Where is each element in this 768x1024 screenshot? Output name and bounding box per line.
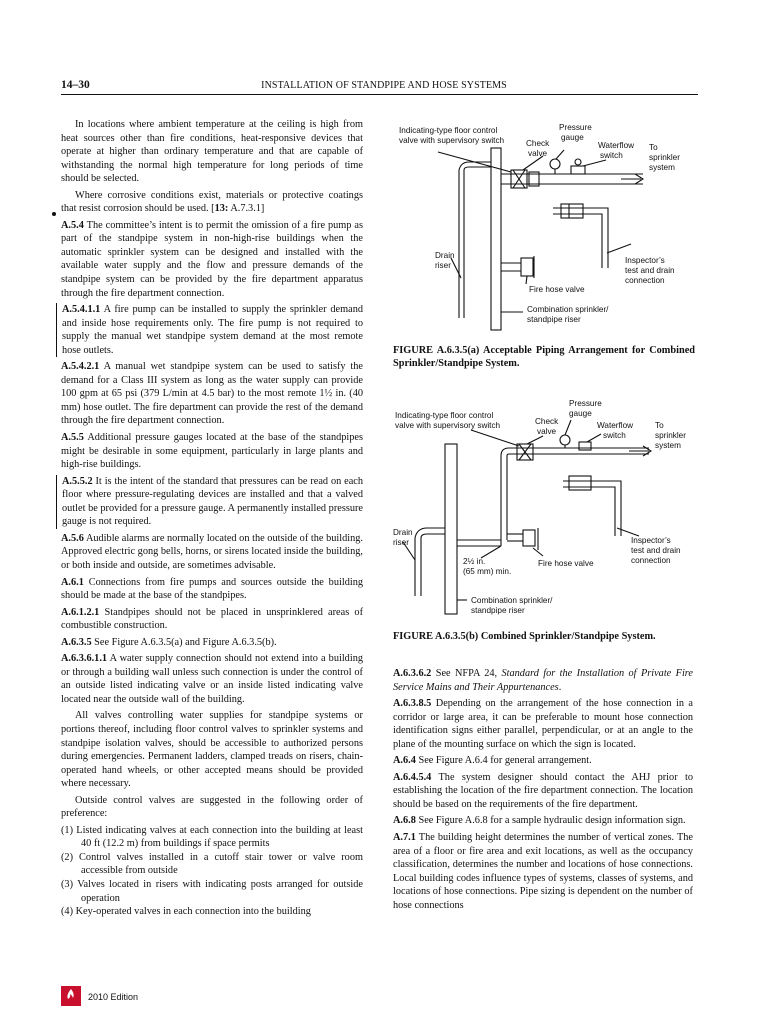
label-pressure: Pressure [559,123,592,132]
section-a6121: A.6.1.2.1 Standpipes should not be placed in unsprinklered areas of combustible construction. [61,606,363,632]
label-pressure: Pressure [569,399,602,408]
piping-diagram-b [393,396,695,622]
label-waterflow: Waterflow [597,421,634,430]
label-waterflow: Waterflow [598,141,635,150]
label-indicating: Indicating-type floor control [399,126,498,135]
edition-label: 2010 Edition [88,992,139,1002]
list-item: (4) Key-operated valves in each connection into the building [61,906,311,918]
figure-caption-a: FIGURE A.6.3.5(a) Acceptable Piping Arrangement for Combined Sprinkler/Standpipe System. [393,345,695,369]
section-a56: A.5.6 Audible alarms are normally located on the outside of the building. Approved electric gong bells, horns, or sirens located inside the building, or both inside and outside, are sometimes advisable. [61,532,363,571]
label-drain-2: riser [393,538,409,547]
label-inspector: Inspector’s [631,536,671,545]
list-item: (3) Valves located in risers with indicating posts arranged for outside operation [61,878,363,904]
section-a635: A.6.3.5 See Figure A.6.3.5(a) and Figure A.6.3.5(b). [61,636,277,648]
label-waterflow-2: switch [600,151,623,160]
label-combo-2: standpipe riser [527,315,581,324]
label-pressure-2: gauge [561,133,584,142]
label-to-2: sprinkler [649,153,680,162]
section-a6385: A.6.3.8.5 Depending on the arrangement of the hose connection in a corridor or large area, it can be preferable to mount hose connection identification signs either parallel, perpendicular, or at an angle to the plane of the mounting surface on which the sign is located. [393,698,693,750]
label-pipe-size: 2½ in. [463,557,486,566]
label-inspector-3: connection [631,556,671,565]
header-rule [61,94,698,95]
label-hose-valve: Fire hose valve [538,559,594,568]
label-inspector: Inspector’s [625,256,665,265]
label-check: Check [526,139,550,148]
label-drain: Drain [435,251,455,260]
preference-list [61,824,363,919]
section-a6362: A.6.3.6.2 See NFPA 24, Standard for the Installation of Private Fire Service Mains and Their Appurtenances. [393,668,693,693]
label-to: To [655,421,664,430]
paragraph: In locations where ambient temperature at the ceiling is high from heat sources other than fire conditions, heat-responsive devices that operate at higher than ordinary temperature and that are capable of withstanding the normal high temperature for long periods of time should be selected. [61,119,363,185]
left-column [61,118,363,922]
label-combo: Combination sprinkler/ [527,305,609,314]
list-item: (2) Control valves installed in a cutoff stair tower or valve room accessible from outside [61,851,363,877]
label-indicating: Indicating-type floor control [395,411,494,420]
label-drain: Drain [393,528,413,537]
section-a61: A.6.1 Connections from fire pumps and sources outside the building should be made at the base of the standpipes. [61,576,363,602]
label-pipe-size-2: (65 mm) min. [463,567,512,576]
label-hose-valve: Fire hose valve [529,285,585,294]
label-inspector-2: test and drain [631,546,681,555]
piping-diagram-a [393,118,695,338]
section-a55: A.5.5 Additional pressure gauges located at the base of the standpipes might be desirable in some equipment, particularly in large plants and high-rise buildings. [61,432,363,471]
section-a63611: A.6.3.6.1.1 A water supply connection should not extend into a building or through a building wall unless such connection is under the control of an outside listed indicating valve or an inside listed indicating valve located near the outside wall of the building. [61,653,363,705]
label-combo: Combination sprinkler/ [471,596,553,605]
figure-a635b [393,396,695,643]
margin-dot [52,212,56,216]
list-item: (1) Listed indicating valves at each connection into the building at least 40 ft (12.2 m) from buildings if space permits [61,824,363,850]
label-to-2: sprinkler [655,431,686,440]
figure-a635a [393,118,695,370]
label-inspector-3: connection [625,276,665,285]
section-a54: A.5.4 The committee’s intent is to permit the omission of a fire pump as part of the standpipe system in non-high-rise buildings when the automatic sprinkler system can be designed and installed with the available water supply and the flow and pressure demands of the standpipe system can be provided by the fire department apparatus through the fire department connection. [61,219,363,299]
label-indicating-2: valve with supervisory switch [395,421,501,430]
running-header: INSTALLATION OF STANDPIPE AND HOSE SYSTEMS [261,80,507,91]
section-a68: A.6.8 See Figure A.6.8 for a sample hydraulic design information sign. [393,815,686,827]
right-column [393,667,693,915]
section-a552: A.5.5.2 It is the intent of the standard that pressures can be read on each floor where pressure-regulating devices are installed and that a valved outlet be provided for a pressure gauge. A permanently installed pressure gauge is not required. [56,475,363,529]
paragraph: All valves controlling water supplies for standpipe systems or portions thereof, including floor control valves to sprinkler systems and standpipe isolation valves, should be accessible to authorized persons during emergencies. Permanent ladders, clamped treads on risers, chain-operated hand wheels, or other accepted means should be provided where necessary. [61,710,363,790]
label-check-2: valve [537,427,557,436]
section-a5411: A.5.4.1.1 A fire pump can be installed to supply the sprinkler demand and inside hose requirements only. The fire pump is not required to supply the manual wet standpipe system demand at the most remote hose outlets. [56,303,363,357]
nfpa-logo-icon [61,986,81,1006]
label-to-3: system [655,441,681,450]
section-a71: A.7.1 The building height determines the number of vertical zones. The area of a floor or fire area and exit locations, as well as the occupancy classification, determines the number and locations of hose connections. Local building codes influence types of systems, classes of systems, and locations of hose connections. Pipe sizing is dependent on the number of hose connections [393,832,693,911]
page-number: 14–30 [61,79,90,91]
section-a64: A.6.4 See Figure A.6.4 for general arrangement. [393,755,592,767]
label-inspector-2: test and drain [625,266,675,275]
label-to-3: system [649,163,675,172]
label-check: Check [535,417,559,426]
label-indicating-2: valve with supervisory switch [399,136,505,145]
label-waterflow-2: switch [603,431,626,440]
paragraph: Outside control valves are suggested in the following order of preference: [61,794,363,820]
section-a5421: A.5.4.2.1 A manual wet standpipe system can be used to satisfy the demand for a Class III system as long as the water supply can provide 100 gpm at 65 psi (379 L/min at 4.5 bar) to the most remote 1½ in. (40 mm) hose outlet. The fire department can provide the rest of the demand through the fire department connection. [61,361,363,427]
label-drain-2: riser [435,261,451,270]
figure-caption-b: FIGURE A.6.3.5(b) Combined Sprinkler/Standpipe System. [393,631,656,642]
paragraph: Where corrosive conditions exist, materials or protective coatings that resist corrosion should be used. [13: A.7.3.1] [61,189,363,215]
label-combo-2: standpipe riser [471,606,525,615]
section-a6454: A.6.4.5.4 The system designer should contact the AHJ prior to establishing the location of the fire department connection. The location should be based on the requirements of the fire department. [393,771,693,810]
label-check-2: valve [528,149,548,158]
label-pressure-2: gauge [569,409,592,418]
label-to: To [649,143,658,152]
